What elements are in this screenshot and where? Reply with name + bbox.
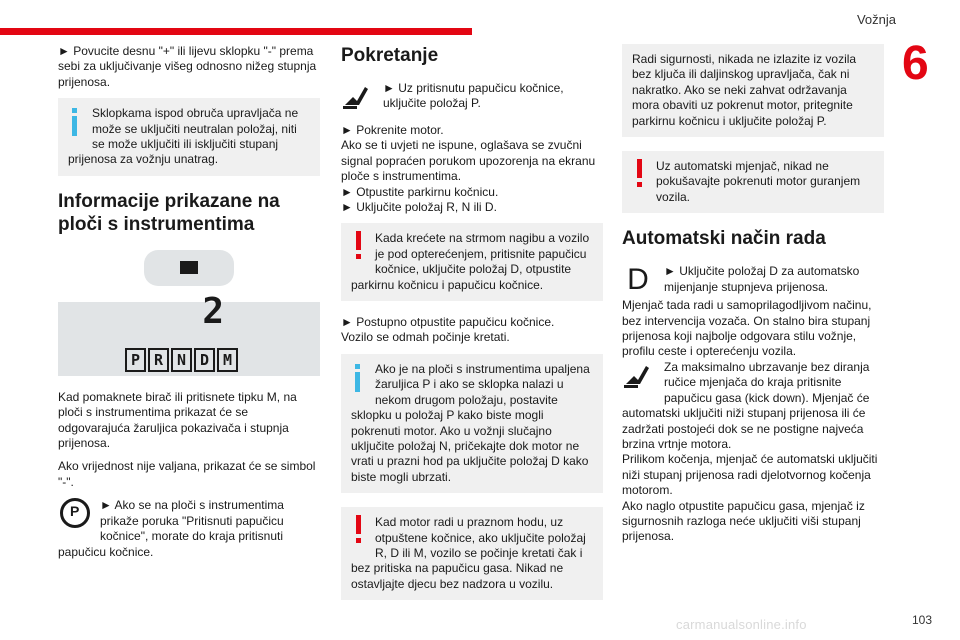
auto-mode-row [622, 264, 884, 298]
paragraph: Kad pomaknete birač ili pritisnete tipku M, na ploči s instrumentima prikazat će se odgovarajuća žaruljica pokazivača i stupnja prijenosa. [58, 389, 297, 451]
gear-m: M [217, 348, 238, 372]
foot-pedal-icon [622, 360, 654, 392]
note-box [622, 44, 884, 137]
paragraph: Ako naglo otpustite papučicu gasa, mjenjač iz sigurnosnih razloga neće uključiti viši stupanj prijenosa. [622, 498, 865, 544]
paragraph: ► Povucite desnu "+" ili lijevu sklopku "-" prema sebi za uključivanje višeg odnosno nižeg stupnja prijenosa. [58, 44, 317, 89]
d-mode-icon: D [627, 264, 649, 297]
info-icon [351, 362, 367, 394]
warning-text: Kada krećete na strmom nagibu a vozilo je pod opterećenjem, pritisnite papučicu kočnice, uključite položaj D, otpustite parkirnu kočnicu i papučicu kočnice. [351, 231, 590, 292]
warning-text: Uz automatski mjenjač, nikad ne pokušavajte pokrenuti motor guranjem vozila. [656, 159, 861, 204]
info-text: Ako je na ploči s instrumentima upaljena žaruljica P i ako se sklopka nalazi u nekom drugom položaju, postavite sklopku u položaj P kako biste mogli pokrenuti motor. Ako u vožnji slučajno uključite položaj N, pričekajte dok motor ne vrati u prazni hod pa uključite položaj D kako biste mogli ubrzati. [351, 361, 590, 484]
display-icon [180, 261, 198, 274]
foot-pedal-icon [341, 81, 373, 113]
section-title: Vožnja [856, 12, 896, 27]
warning-box [341, 507, 603, 600]
paragraph: Za maksimalno ubrzavanje bez diranja ručice mjenjača do kraja pritisnite papučicu gasa (kick down). Mjenjač će automatski uključiti niži stupanj prijenosa ili će zadržati postojeći dok se ne postigne najveća brzina vrtnje motora. [622, 359, 870, 451]
paragraph: ► Postupno otpustite papučicu kočnice. [341, 315, 555, 330]
cluster-lens [144, 250, 234, 286]
gear-p: P [125, 348, 146, 372]
paragraph: Ako vrijednost nije valjana, prikazat će se simbol "-". [58, 459, 316, 489]
gear-d: D [194, 348, 215, 372]
paragraph: ► Uz pritisnutu papučicu kočnice, uključite položaj P. [383, 81, 564, 111]
section-heading: Pokretanje [341, 45, 439, 66]
instrument-cluster-illustration [58, 250, 320, 376]
warning-icon [632, 159, 648, 191]
info-text: Sklopkama ispod obruča upravljača ne može se uključiti neutralan položaj, niti se može uključiti ili isključiti stupanj prijenosa za vožnju unatrag. [68, 106, 299, 167]
column-middle [341, 44, 603, 614]
warning-box [341, 223, 603, 301]
page-number: 103 [912, 613, 933, 627]
gear-number: 2 [202, 290, 224, 332]
paragraph: Prilikom kočenja, mjenjač će automatski uključiti niži stupanj prijenosa radi djelotvornog kočenja motorom. [622, 452, 878, 498]
warning-text: Kad motor radi u praznom hodu, uz otpuštene kočnice, ako uključite položaj R, D ili M, vozilo se počinje kretati čak i bez pritiska na papučicu gasa. Nikad ne ostavljajte djecu bez nadzora u vozilu. [351, 515, 586, 591]
paragraph: ► Pokrenite motor. [341, 123, 444, 137]
paragraph: ► Uključite položaj D za automatsko mijenjanje stupnjeva prijenosa. [664, 264, 860, 294]
brake-warning-row [58, 498, 320, 560]
paragraph: ► Uključite položaj R, N ili D. [341, 200, 497, 215]
start-row [341, 81, 603, 115]
gear-r: R [148, 348, 169, 372]
info-box [341, 354, 603, 493]
kickdown-row [622, 360, 884, 452]
column-right [622, 44, 884, 553]
warning-box [622, 151, 884, 213]
paragraph: ► Ako se na ploči s instrumentima prikaže poruka "Pritisnuti papučicu kočnice", morate do kraja pritisnuti papučicu kočnice. [58, 498, 284, 559]
gear-n: N [171, 348, 192, 372]
info-box [58, 98, 320, 176]
column-left [58, 44, 320, 568]
paragraph: Vozilo se odmah počinje kretati. [341, 330, 510, 345]
top-accent-bar [0, 28, 472, 35]
info-icon [68, 106, 84, 138]
section-heading: Automatski način rada [622, 228, 826, 250]
note-text: Radi sigurnosti, nikada ne izlazite iz vozila bez ključa ili daljinskog upravljača, čak ni nakratko. Ako se neki zahvat održavanja mora obaviti uz pokrenut motor, pritegnite parkirnu kočnicu i uključite položaj P. [632, 52, 857, 128]
section-heading: Informacije prikazane na ploči s instrumentima [58, 190, 280, 235]
chapter-number: 6 [902, 37, 929, 90]
warning-icon [351, 231, 367, 263]
paragraph: Ako se ti uvjeti ne ispune, oglašava se zvučni signal popraćen porukom upozorenja na ekranu ploče s instrumentima. [341, 138, 596, 184]
warning-icon [351, 515, 367, 547]
prndm-indicator [125, 348, 238, 372]
paragraph: ► Otpustite parkirnu kočnicu. [341, 184, 499, 199]
brake-pedal-warning-icon [60, 498, 90, 528]
watermark: carmanualsonline.info [676, 617, 807, 632]
paragraph: Mjenjač tada radi u samoprilagodljivom načinu, bez intervencija vozača. On stalno bira stupanj prijenosa koji najbolje odgovara stilu vožnje, profilu ceste i opterećenju vozila. [622, 298, 872, 359]
gear-display-panel [58, 290, 320, 376]
